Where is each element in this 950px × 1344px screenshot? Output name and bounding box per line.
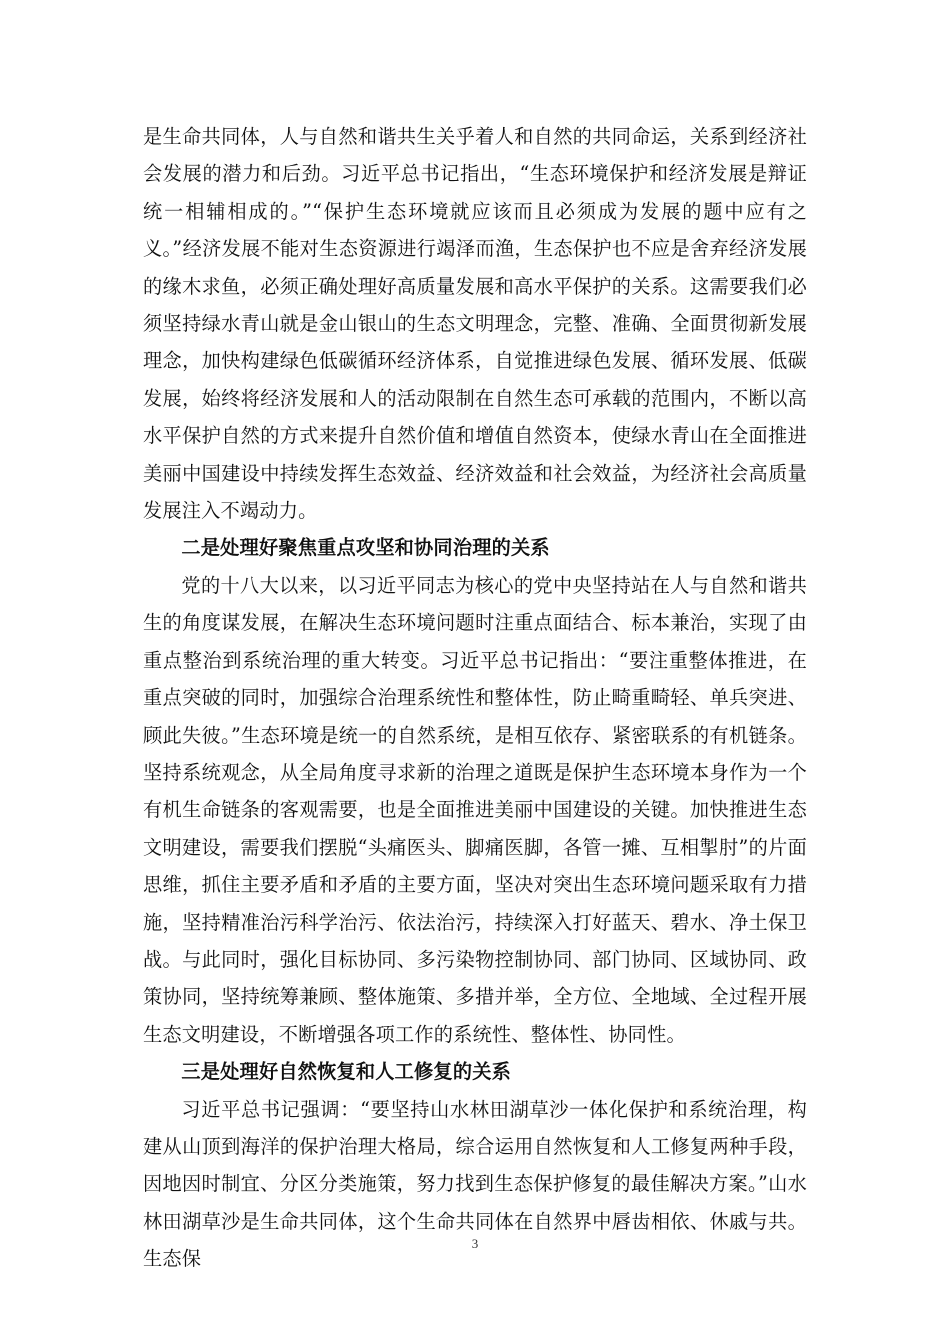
paragraph-section-two: 党的十八大以来，以习近平同志为核心的党中央坚持站在人与自然和谐共生的角度谋发展，在解决生态环境问题时注重点面结合、标本兼治，实现了由重点整治到系统治理的重大转变。习近平总书记指出：“要注重整体推进，在重点突破的同时，加强综合治理系统性和整体性，防止畸重畸轻、单兵突进、顾此失彼。”生态环境是统一的自然系统，是相互依存、紧密联系的有机链条。坚持系统观念，从全局角度寻求新的治理之道既是保护生态环境本身作为一个有机生命链条的客观需要，也是全面推进美丽中国建设的关键。加快推进生态文明建设，需要我们摆脱“头痛医头、脚痛医脚，各管一摊、互相掣肘”的片面思维，抓住主要矛盾和矛盾的主要方面，坚决对突出生态环境问题采取有力措施，坚持精准治污科学治污、依法治污，持续深入打好蓝天、碧水、净土保卫战。与此同时，强化目标协同、多污染物控制协同、部门协同、区域协同、政策协同，坚持统筹兼顾、整体施策、多措并举，全方位、全地域、全过程开展生态文明建设，不断增强各项工作的系统性、整体性、协同性。: [143, 573, 807, 1046]
document-body: [143, 118, 807, 1278]
paragraph-section-three: 习近平总书记强调：“要坚持山水林田湖草沙一体化保护和系统治理，构建从山顶到海洋的保护治理大格局，综合运用自然恢复和人工修复两种手段，因地因时制宜、分区分类施策，努力找到生态保护修复的最佳解决方案。”山水林田湖草沙是生命共同体，这个生命共同体在自然界中唇齿相依、休戚与共。生态保: [143, 1097, 807, 1271]
page-number: 3: [471, 1236, 479, 1251]
section-heading-three: 三是处理好自然恢复和人工修复的关系: [181, 1060, 511, 1084]
paragraph-continued: 是生命共同体，人与自然和谐共生关乎着人和自然的共同命运，关系到经济社会发展的潜力和后劲。习近平总书记指出，“生态环境保护和经济发展是辩证统一相辅相成的。”“保护生态环境就应该而且必须成为发展的题中应有之义。”经济发展不能对生态资源进行竭泽而渔，生态保护也不应是舍弃经济发展的缘木求鱼，必须正确处理好高质量发展和高水平保护的关系。这需要我们必须坚持绿水青山就是金山银山的生态文明理念，完整、准确、全面贯彻新发展理念，加快构建绿色低碳循环经济体系，自觉推进绿色发展、循环发展、低碳发展，始终将经济发展和人的活动限制在自然生态可承载的范围内，不断以高水平保护自然的方式来提升自然价值和增值自然资本，使绿水青山在全面推进美丽中国建设中持续发挥生态效益、经济效益和社会效益，为经济社会高质量发展注入不竭动力。: [143, 125, 807, 523]
section-heading-two: 二是处理好聚焦重点攻坚和协同治理的关系: [181, 536, 550, 560]
